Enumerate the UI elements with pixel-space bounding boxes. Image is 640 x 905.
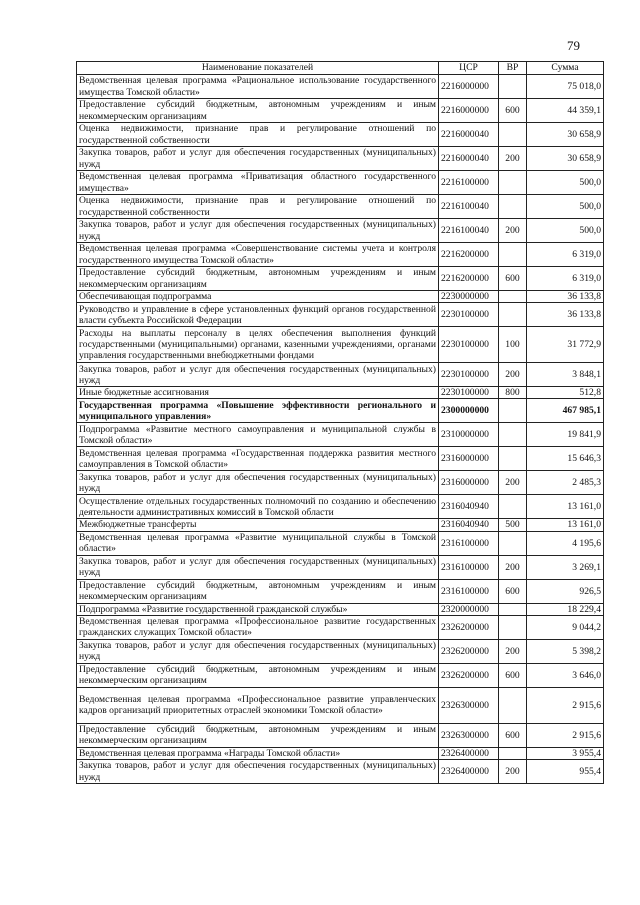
table-row [77,291,604,303]
row-sum-cell: 31 772,9 [527,327,604,363]
row-name-cell: Ведомственная целевая программа «Профессиональное развитие государственных гражданских служащих Томской области» [77,615,439,639]
row-csr-cell: 2326200000 [439,663,499,687]
row-name-cell: Межбюджетные трансферты [77,519,439,531]
row-sum-cell: 2 915,6 [527,687,604,723]
table-row [77,99,604,123]
table-row [77,195,604,219]
row-name-cell: Обеспечивающая подпрограмма [77,291,439,303]
row-csr-cell: 2216200000 [439,243,499,267]
row-vr-cell [499,615,527,639]
row-sum-cell: 467 985,1 [527,399,604,423]
row-name-cell: Руководство и управление в сфере установленных функций органов государственной власти субъекта Российской Федерации [77,303,439,327]
row-name-cell: Оценка недвижимости, признание прав и регулирование отношений по государственной собственности [77,195,439,219]
row-vr-cell: 600 [499,267,527,291]
row-name-cell: Ведомственная целевая программа «Награды Томской области» [77,747,439,759]
table-row [77,687,604,723]
row-sum-cell: 6 319,0 [527,267,604,291]
page-number: 79 [567,38,580,53]
row-vr-cell: 200 [499,219,527,243]
row-vr-cell: 200 [499,471,527,495]
row-csr-cell: 2316040940 [439,519,499,531]
row-sum-cell: 3 269,1 [527,555,604,579]
row-vr-cell: 500 [499,519,527,531]
row-name-cell: Закупка товаров, работ и услуг для обеспечения государственных (муниципальных) нужд [77,219,439,243]
row-vr-cell: 200 [499,639,527,663]
row-csr-cell: 2216100040 [439,219,499,243]
row-csr-cell: 2320000000 [439,603,499,615]
table-row [77,555,604,579]
row-name-cell: Предоставление субсидий бюджетным, автономным учреждениям и иным некоммерческим организациям [77,267,439,291]
row-csr-cell: 2326400000 [439,760,499,784]
table-row [77,363,604,387]
table-row [77,615,604,639]
row-vr-cell [499,495,527,519]
row-name-cell: Ведомственная целевая программа «Профессиональное развитие управленческих кадров организаций приоритетных отраслей экономики Томской области» [77,687,439,723]
row-sum-cell: 13 161,0 [527,495,604,519]
row-name-cell: Предоставление субсидий бюджетным, автономным учреждениям и иным некоммерческим организациям [77,99,439,123]
row-csr-cell: 2316000000 [439,447,499,471]
row-csr-cell: 2326400000 [439,747,499,759]
row-vr-cell [499,423,527,447]
row-sum-cell: 36 133,8 [527,303,604,327]
row-vr-cell: 200 [499,363,527,387]
row-vr-cell [499,123,527,147]
row-name-cell: Оценка недвижимости, признание прав и регулирование отношений по государственной собственности [77,123,439,147]
row-sum-cell: 3 646,0 [527,663,604,687]
table-row [77,760,604,784]
table-row [77,171,604,195]
table-row [77,579,604,603]
row-csr-cell: 2230100000 [439,303,499,327]
row-sum-cell: 44 359,1 [527,99,604,123]
row-csr-cell: 2316000000 [439,471,499,495]
row-csr-cell: 2316100000 [439,555,499,579]
row-sum-cell: 19 841,9 [527,423,604,447]
row-csr-cell: 2230100000 [439,387,499,399]
table-row [77,747,604,759]
row-csr-cell: 2230000000 [439,291,499,303]
row-csr-cell: 2310000000 [439,423,499,447]
row-vr-cell [499,447,527,471]
row-csr-cell: 2326300000 [439,723,499,747]
table-row [77,723,604,747]
row-sum-cell: 15 646,3 [527,447,604,471]
header-csr: ЦСР [439,62,499,75]
row-vr-cell [499,243,527,267]
row-sum-cell: 500,0 [527,171,604,195]
table-row [77,303,604,327]
table-row [77,219,604,243]
row-csr-cell: 2316100000 [439,579,499,603]
row-vr-cell: 600 [499,663,527,687]
row-sum-cell: 3 848,1 [527,363,604,387]
row-name-cell: Предоставление субсидий бюджетным, автономным учреждениям и иным некоммерческим организациям [77,663,439,687]
row-name-cell: Закупка товаров, работ и услуг для обеспечения государственных (муниципальных) нужд [77,760,439,784]
row-sum-cell: 512,8 [527,387,604,399]
table-row [77,243,604,267]
row-vr-cell [499,195,527,219]
row-csr-cell: 2316040940 [439,495,499,519]
row-vr-cell [499,75,527,99]
row-name-cell: Расходы на выплаты персоналу в целях обеспечения выполнения функций государственными (муниципальными) органами, казенными учреждениями, органами управления государственными внебюджетными фондами [77,327,439,363]
row-vr-cell [499,531,527,555]
row-vr-cell: 600 [499,723,527,747]
row-csr-cell: 2326200000 [439,615,499,639]
row-name-cell: Закупка товаров, работ и услуг для обеспечения государственных (муниципальных) нужд [77,471,439,495]
table-row [77,75,604,99]
row-vr-cell: 600 [499,99,527,123]
row-vr-cell [499,171,527,195]
row-name-cell: Предоставление субсидий бюджетным, автономным учреждениям и иным некоммерческим организациям [77,579,439,603]
row-csr-cell: 2216100000 [439,171,499,195]
row-sum-cell: 926,5 [527,579,604,603]
row-name-cell: Закупка товаров, работ и услуг для обеспечения государственных (муниципальных) нужд [77,147,439,171]
table-row [77,471,604,495]
row-name-cell: Государственная программа «Повышение эффективности регионального и муниципального управления» [77,399,439,423]
row-vr-cell: 800 [499,387,527,399]
row-csr-cell: 2216100040 [439,195,499,219]
row-csr-cell: 2326300000 [439,687,499,723]
header-sum: Сумма [527,62,604,75]
row-sum-cell: 13 161,0 [527,519,604,531]
row-sum-cell: 30 658,9 [527,123,604,147]
row-sum-cell: 30 658,9 [527,147,604,171]
row-csr-cell: 2230100000 [439,363,499,387]
row-csr-cell: 2216000040 [439,123,499,147]
row-vr-cell: 200 [499,147,527,171]
row-name-cell: Ведомственная целевая программа «Развитие муниципальной службы в Томской области» [77,531,439,555]
row-sum-cell: 2 485,3 [527,471,604,495]
table-row [77,327,604,363]
row-csr-cell: 2326200000 [439,639,499,663]
row-sum-cell: 6 319,0 [527,243,604,267]
row-name-cell: Закупка товаров, работ и услуг для обеспечения государственных (муниципальных) нужд [77,639,439,663]
row-vr-cell [499,747,527,759]
row-name-cell: Ведомственная целевая программа «Государственная поддержка развития местного самоуправления в Томской области» [77,447,439,471]
row-sum-cell: 2 915,6 [527,723,604,747]
row-vr-cell: 200 [499,760,527,784]
row-sum-cell: 500,0 [527,195,604,219]
table-row [77,387,604,399]
table-row [77,147,604,171]
table-row [77,531,604,555]
row-name-cell: Закупка товаров, работ и услуг для обеспечения государственных (муниципальных) нужд [77,555,439,579]
table-body [77,75,604,784]
row-sum-cell: 18 229,4 [527,603,604,615]
table-row [77,495,604,519]
table-row [77,123,604,147]
row-vr-cell: 200 [499,555,527,579]
row-name-cell: Ведомственная целевая программа «Приватизация областного государственного имущества» [77,171,439,195]
row-vr-cell: 600 [499,579,527,603]
row-name-cell: Подпрограмма «Развитие местного самоуправления и муниципальной службы в Томской области» [77,423,439,447]
row-vr-cell [499,303,527,327]
row-vr-cell [499,603,527,615]
row-sum-cell: 36 133,8 [527,291,604,303]
row-sum-cell: 5 398,2 [527,639,604,663]
row-csr-cell: 2300000000 [439,399,499,423]
budget-table [76,61,604,784]
row-csr-cell: 2216000000 [439,75,499,99]
row-vr-cell [499,399,527,423]
row-name-cell: Закупка товаров, работ и услуг для обеспечения государственных (муниципальных) нужд [77,363,439,387]
row-csr-cell: 2216000040 [439,147,499,171]
row-name-cell: Осуществление отдельных государственных полномочий по созданию и обеспечению деятельности административных комиссий в Томской области [77,495,439,519]
row-vr-cell [499,687,527,723]
row-csr-cell: 2316100000 [439,531,499,555]
table-row [77,423,604,447]
row-sum-cell: 75 018,0 [527,75,604,99]
table-row [77,663,604,687]
table-row [77,447,604,471]
table-row [77,267,604,291]
table-row [77,399,604,423]
row-csr-cell: 2230100000 [439,327,499,363]
table-row [77,639,604,663]
row-sum-cell: 955,4 [527,760,604,784]
table-row [77,603,604,615]
header-name: Наименование показателей [77,62,439,75]
row-name-cell: Подпрограмма «Развитие государственной гражданской службы» [77,603,439,615]
row-name-cell: Ведомственная целевая программа «Совершенствование системы учета и контроля государственного имущества Томской области» [77,243,439,267]
row-name-cell: Предоставление субсидий бюджетным, автономным учреждениям и иным некоммерческим организациям [77,723,439,747]
table-row [77,519,604,531]
row-name-cell: Ведомственная целевая программа «Рациональное использование государственного имущества Томской области» [77,75,439,99]
table-header-row [77,62,604,75]
row-sum-cell: 4 195,6 [527,531,604,555]
row-sum-cell: 9 044,2 [527,615,604,639]
row-csr-cell: 2216000000 [439,99,499,123]
row-name-cell: Иные бюджетные ассигнования [77,387,439,399]
row-sum-cell: 3 955,4 [527,747,604,759]
row-csr-cell: 2216200000 [439,267,499,291]
row-vr-cell [499,291,527,303]
row-sum-cell: 500,0 [527,219,604,243]
header-vr: ВР [499,62,527,75]
row-vr-cell: 100 [499,327,527,363]
